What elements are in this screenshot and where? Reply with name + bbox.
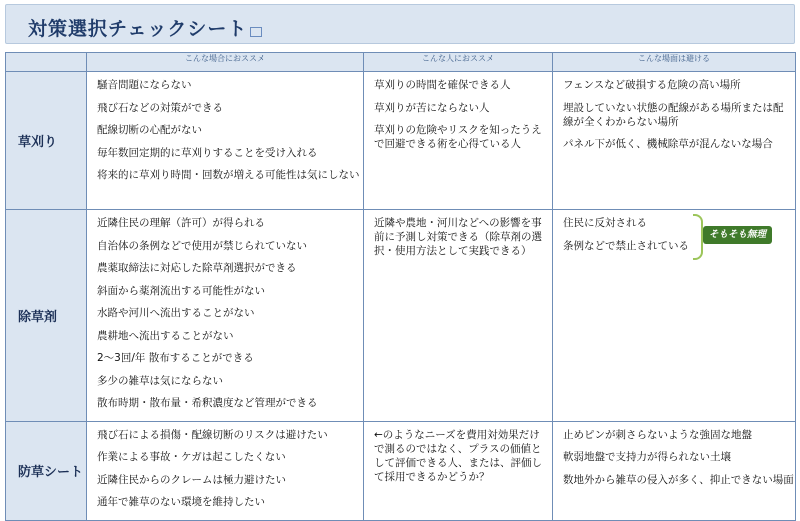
sheet-recommend-person: [364, 421, 553, 520]
row-label-mowing: 草刈り: [6, 72, 87, 210]
list-item: 散布時期・散布量・希釈濃度など管理ができる: [97, 397, 318, 409]
title-bar: [5, 4, 795, 44]
header-recommend-person: こんな人におススメ: [364, 53, 553, 72]
list-item: 毎年数回定期的に草刈りすることを受け入れる: [97, 146, 318, 159]
list-item: パネル下が低く、機械除草が混んないな場合: [563, 138, 773, 150]
check-table: [5, 52, 796, 521]
list-item: 住民に反対される: [563, 217, 647, 229]
list-item: 作業による事故・ケガは起こしたくない: [97, 451, 286, 463]
list-item: 数地外から雑草の侵入が多く、抑止できない場面: [563, 473, 794, 486]
list-item: 自治体の条例などで使用が禁じられていない: [97, 239, 307, 252]
list-item: 配線切断の心配がない: [97, 124, 202, 136]
list-item: 斜面から薬剤流出する可能性がない: [97, 284, 265, 297]
list-item: 水路や河川へ流出することがない: [97, 307, 255, 319]
list-item: 草刈りが苦にならない人: [374, 101, 490, 114]
list-item: 近隣住民からのクレームは極力避けたい: [97, 473, 286, 486]
mowing-recommend-case: [87, 72, 364, 210]
list-item: 止めピンが刺さらないような強固な地盤: [563, 428, 752, 441]
impossible-badge: そもそも無理: [703, 226, 772, 244]
list-item: 将来的に草刈り時間・回数が増える可能性は気にしない: [97, 169, 360, 181]
list-item: 通年で雑草のない環境を維持したい: [97, 496, 265, 508]
table-row-herbicide: [6, 210, 796, 422]
bracket-shape: [693, 214, 703, 260]
page-title: 対策選択チェックシート: [28, 14, 262, 41]
list-item: フェンスなど破損する危険の高い場所: [563, 79, 741, 91]
row-label-sheet: 防草シート: [6, 421, 87, 520]
list-item: 飛び石などの対策ができる: [97, 101, 223, 114]
table-row-mowing: [6, 72, 796, 210]
header-avoid: こんな場面は避ける: [553, 53, 796, 72]
sheet-recommend-case: [87, 421, 364, 520]
list-item: 2～3回/年 散布することができる: [97, 352, 254, 364]
row-label-herbicide: 除草剤: [6, 210, 87, 422]
mowing-avoid: [553, 72, 796, 210]
header-row: [6, 53, 796, 72]
header-corner: [6, 53, 87, 72]
list-item: 埋設していない状態の配線がある場所または配線が全くわからない場所: [563, 101, 784, 128]
list-item: 近隣や農地・河川などへの影響を事前に予測し対策できる（除草剤の選択・使用方法として実践できる）: [374, 217, 542, 257]
list-item: 多少の雑草は気にならない: [97, 374, 223, 387]
sheet-avoid: [553, 421, 796, 520]
herbicide-recommend-case: [87, 210, 364, 422]
list-item: ←のようなニーズを費用対効果だけで測るのではなく、プラスの価値として評価できる人、または、評価して採用できるかどうか？: [374, 428, 542, 483]
mowing-recommend-person: [364, 72, 553, 210]
list-item: 飛び石による損傷・配線切断のリスクは避けたい: [97, 428, 328, 441]
list-item: 農薬取締法に対応した除草剤選択ができる: [97, 262, 297, 274]
herbicide-recommend-person: [364, 210, 553, 422]
list-item: 近隣住民の理解（許可）が得られる: [97, 217, 265, 229]
list-item: 騒音問題にならない: [97, 79, 192, 91]
list-item: 草刈りの危険やリスクを知ったうえで回避できる術を心得ている人: [374, 124, 542, 150]
header-recommend-case: こんな場合におススメ: [87, 53, 364, 72]
list-item: 草刈りの時間を確保できる人: [374, 79, 511, 91]
list-item: 軟弱地盤で支持力が得られない土壌: [563, 451, 731, 463]
herbicide-avoid: [553, 210, 796, 422]
list-item: 農耕地へ流出することがない: [97, 329, 234, 342]
list-item: 条例などで禁止されている: [563, 239, 689, 252]
table-row-sheet: [6, 421, 796, 520]
title-mark-icon: [250, 27, 262, 37]
